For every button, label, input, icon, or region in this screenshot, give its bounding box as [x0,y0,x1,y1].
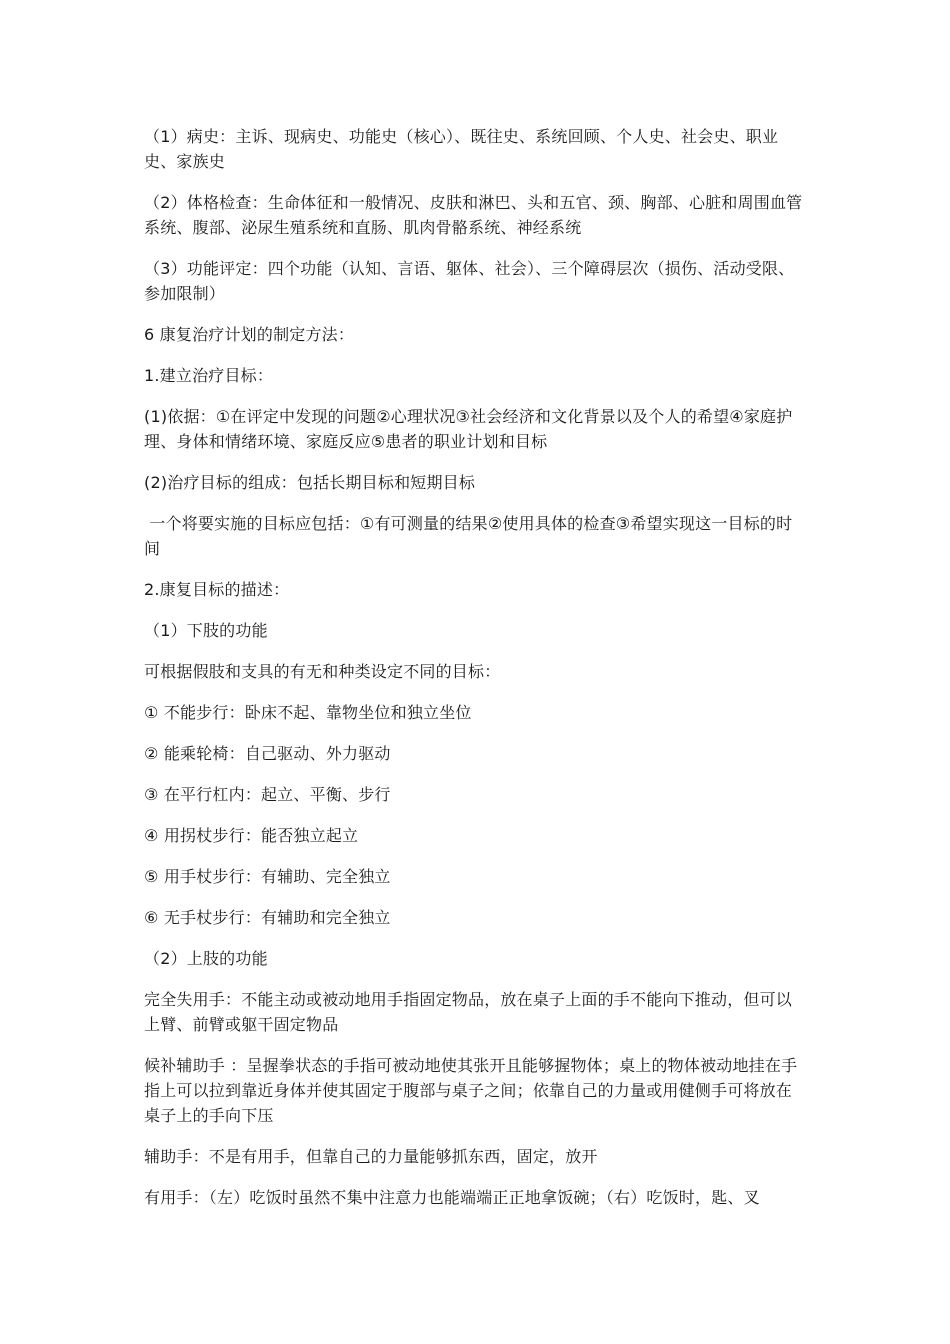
paragraph-goal-components: (2)治疗目标的组成：包括长期目标和短期目标 [144,473,476,492]
list-item-cane: ⑤ 用手杖步行：有辅助、完全独立 [144,867,391,886]
paragraph-useless-hand: 完全失用手：不能主动或被动地用手指固定物品，放在桌子上面的手不能向下推动，但可以上臂、前臂或躯干固定物品 [144,990,793,1034]
paragraph-candidate-assist-hand: 候补辅助手 ：呈握拳状态的手指可被动地使其张开且能够握物体；桌上的物体被动地挂在手指上可以拉到靠近身体并使其固定于腹部与桌子之间；依靠自己的力量或用健侧手可将放在桌子上的手向下压 [144,1056,798,1125]
list-item-cannot-walk: ① 不能步行：卧床不起、靠物坐位和独立坐位 [144,703,472,722]
list-item-crutches: ④ 用拐杖步行：能否独立起立 [144,826,359,845]
paragraph-useful-hand: 有用手：（左）吃饭时虽然不集中注意力也能端端正正地拿饭碗；（右）吃饭时，匙、叉 [144,1188,760,1207]
paragraph-functional-assessment: （3）功能评定：四个功能（认知、言语、躯体、社会）、三个障碍层次（损伤、活动受限、参加限制） [144,259,795,303]
paragraph-physical-exam: （2）体格检查：生命体征和一般情况、皮肤和淋巴、头和五官、颈、胸部、心脏和周围血管系统、腹部、泌尿生殖系统和直肠、肌肉骨骼系统、神经系统 [144,193,803,237]
list-item-no-cane: ⑥ 无手杖步行：有辅助和完全独立 [144,908,391,927]
paragraph-lower-limb-intro: 可根据假肢和支具的有无和种类设定不同的目标： [144,662,501,681]
paragraph-medical-history: （1）病史：主诉、现病史、功能史（核心）、既往史、系统回顾、个人史、社会史、职业史、家族史 [144,127,779,171]
paragraph-goal-contents: 一个将要实施的目标应包括：①有可测量的结果②使用具体的检查③希望实现这一目标的时间 [144,514,793,558]
section-heading-rehab-plan: 6 康复治疗计划的制定方法： [144,325,355,344]
list-item-parallel-bars: ③ 在平行杠内：起立、平衡、步行 [144,785,391,804]
paragraph-basis: (1)依据：①在评定中发现的问题②心理状况③社会经济和文化背景以及个人的希望④家庭护理、身体和情绪环境、家庭反应⑤患者的职业计划和目标 [144,407,793,451]
list-item-wheelchair: ② 能乘轮椅：自己驱动、外力驱动 [144,744,391,763]
subheading-lower-limb: （1）下肢的功能 [144,621,268,640]
subheading-upper-limb: （2）上肢的功能 [144,949,268,968]
document-body [144,124,808,1226]
subheading-goal-description: 2.康复目标的描述： [144,580,290,599]
subheading-set-goals: 1.建立治疗目标： [144,366,274,385]
paragraph-assist-hand: 辅助手：不是有用手，但靠自己的力量能够抓东西，固定，放开 [144,1147,598,1166]
